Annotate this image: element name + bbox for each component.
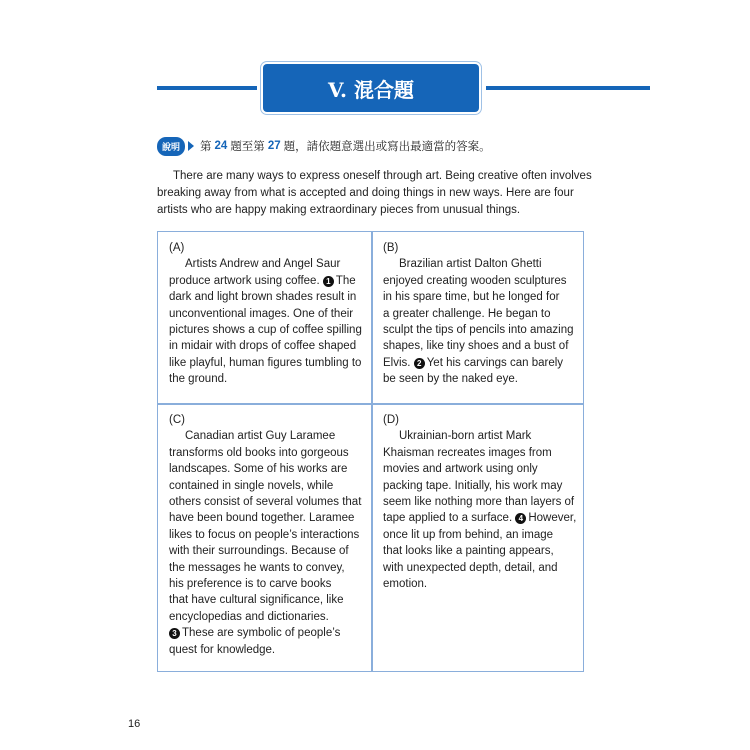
passage-c-line: likes to focus on people’s interactions: [169, 528, 360, 541]
passage-d-line: emotion.: [383, 578, 428, 591]
passage-c-line: with their surroundings. Because of: [169, 545, 349, 558]
passage-a-line: pictures shows a cup of coffee spilling: [169, 324, 362, 337]
passage-c-text: These are symbolic of people’s: [182, 627, 341, 640]
grid-divider-vertical: [371, 232, 373, 671]
instruction-mid: 題至第: [230, 141, 265, 153]
passage-b-line: shapes, like tiny shoes and a bust of: [383, 340, 569, 353]
instruction-num-start: 24: [214, 140, 228, 152]
passage-d: [383, 412, 579, 592]
passage-a-line: Artists Andrew and Angel Saur: [185, 258, 341, 271]
passage-b-line: be seen by the naked eye.: [383, 373, 518, 386]
passage-a-text: produce artwork using coffee.: [169, 274, 320, 287]
instruction-prefix: 第: [200, 141, 212, 153]
passage-grid: [157, 231, 584, 672]
passage-c-line: contained in single novels, while: [169, 479, 334, 492]
grid-divider-horizontal: [158, 403, 583, 405]
header-rule-left: [157, 86, 257, 90]
section-title: V. 混合題: [263, 64, 479, 112]
passage-d-text: However,: [528, 512, 577, 525]
marker-3-icon: 3: [169, 628, 180, 639]
intro-line-3: artists who are happy making extraordinary pieces from unusual things.: [157, 204, 521, 216]
instruction-suffix: 題，請依題意選出或寫出最適當的答案。: [283, 141, 491, 153]
passage-c-line: quest for knowledge.: [169, 643, 276, 656]
passage-d-line: Ukrainian-born artist Mark: [399, 430, 532, 443]
passage-a-text: The: [335, 274, 356, 287]
marker-2-icon: 2: [414, 358, 425, 369]
passage-c-line: transforms old books into gorgeous: [169, 446, 349, 459]
passage-b-line: [383, 355, 579, 371]
header-rule-right: [486, 86, 650, 90]
passage-c-line: encyclopedias and dictionaries.: [169, 610, 329, 623]
passage-a-line: [169, 273, 365, 289]
passage-c-line: landscapes. Some of his works are: [169, 463, 348, 476]
intro-line-1: There are many ways to express oneself through art. Being creative often involves: [173, 170, 592, 182]
page-number: 16: [128, 718, 141, 730]
passage-b-text: Elvis.: [383, 356, 411, 369]
instruction-num-end: 27: [267, 140, 281, 152]
instruction-arrow-icon: [188, 141, 194, 151]
marker-1-icon: 1: [323, 276, 334, 287]
passage-d-line: packing tape. Initially, his work may: [383, 479, 563, 492]
instruction-line: [157, 134, 657, 158]
passage-b-line: in his spare time, but he longed for: [383, 291, 560, 304]
instruction-badge: 說明: [157, 137, 185, 156]
passage-d-line: Khaisman recreates images from: [383, 446, 552, 459]
passage-b-text: Yet his carvings can barely: [426, 356, 564, 369]
passage-d-line: once lit up from behind, an image: [383, 528, 554, 541]
passage-b: [383, 240, 579, 388]
passage-c-label: (C): [169, 414, 185, 426]
passage-a-line: the ground.: [169, 373, 228, 386]
passage-b-line: Brazilian artist Dalton Ghetti: [399, 258, 542, 271]
passage-a: [169, 240, 365, 388]
passage-a-line: dark and light brown shades result in: [169, 291, 357, 304]
passage-c-line: others consist of several volumes that: [169, 496, 362, 509]
passage-d-line: seem like nothing more than layers of: [383, 496, 575, 509]
passage-c-line: that have cultural significance, like: [169, 594, 344, 607]
passage-c-line: Canadian artist Guy Laramee: [185, 430, 336, 443]
passage-a-line: like playful, human figures tumbling to: [169, 356, 362, 369]
passage-d-line: that looks like a painting appears,: [383, 545, 554, 558]
passage-c: [169, 412, 365, 658]
passage-d-line: [383, 510, 579, 526]
passage-c-line: have been bound together. Laramee: [169, 512, 355, 525]
passage-b-line: enjoyed creating wooden sculptures: [383, 274, 567, 287]
passage-c-line: his preference is to carve books: [169, 578, 332, 591]
passage-a-label: (A): [169, 242, 185, 254]
passage-d-line: with unexpected depth, detail, and: [383, 561, 558, 574]
passage-c-line: the messages he wants to convey,: [169, 561, 345, 574]
intro-line-2: breaking away from what is accepted and doing things in new ways. Here are four: [157, 187, 574, 199]
marker-4-icon: 4: [515, 513, 526, 524]
passage-b-label: (B): [383, 242, 399, 254]
passage-a-line: unconventional images. One of their: [169, 307, 354, 320]
passage-d-line: movies and artwork using only: [383, 463, 538, 476]
passage-b-line: sculpt the tips of pencils into amazing: [383, 324, 574, 337]
intro-paragraph: [157, 168, 597, 219]
passage-b-line: a greater challenge. He began to: [383, 307, 551, 320]
passage-d-text: tape applied to a surface.: [383, 512, 513, 525]
passage-c-line: [169, 625, 365, 641]
passage-a-line: in midair with drops of coffee shaped: [169, 340, 357, 353]
passage-d-label: (D): [383, 414, 399, 426]
